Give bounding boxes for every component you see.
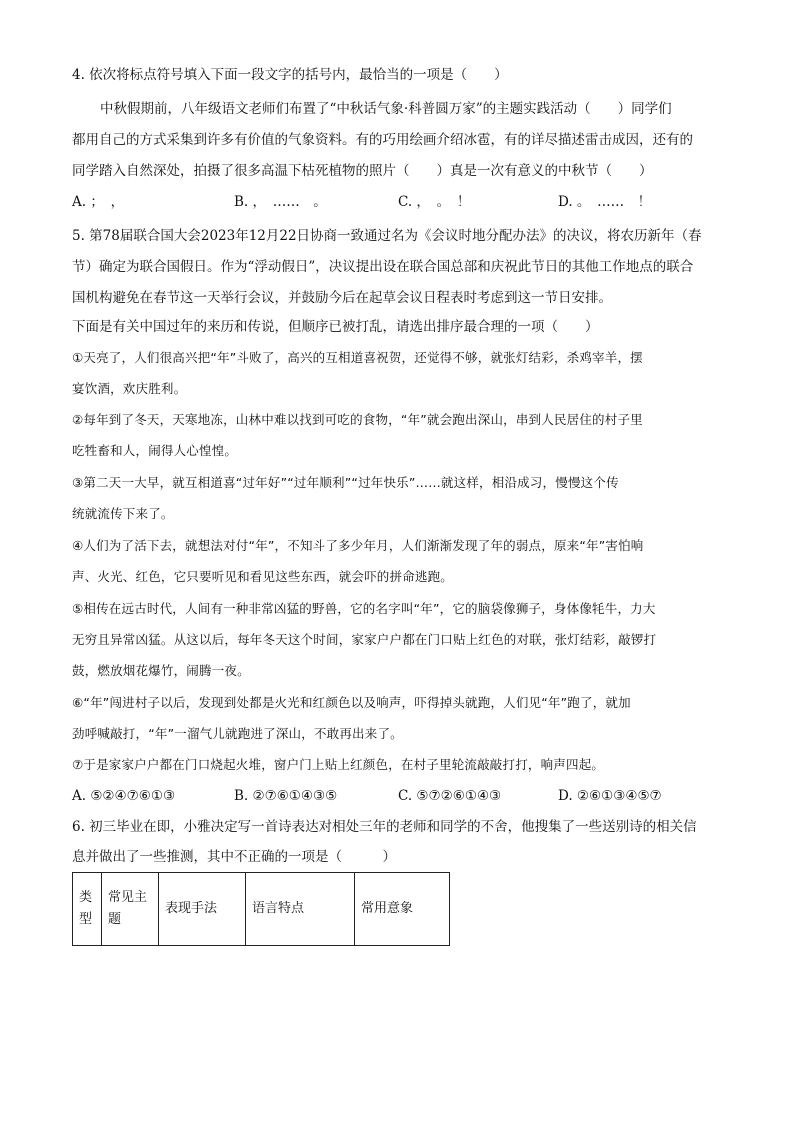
q4-option-d[interactable]: D. 。 …… ！ <box>558 194 652 210</box>
table-header-cell: 常见主题 <box>102 873 159 946</box>
q5-item-line: 宴饮酒，欢庆胜利。 <box>72 381 187 396</box>
q5-item-line: ⑥“年”闯进村子以后，发现到处都是火光和红颜色以及响声，吓得掉头就跑，人们见“年”跑了，就加 <box>72 695 631 710</box>
q5-stem-line: 下面是有关中国过年的来历和传说，但顺序已被打乱，请选出排序最合理的一项（ ） <box>72 319 599 335</box>
q5-item-line: 声、火光、红色，它只要听见和看见这些东西，就会吓的拼命逃跑。 <box>72 569 454 584</box>
q5-item-line: ⑦于是家家户户都在门口烧起火堆，窗户门上贴上红颜色，在村子里轮流敲敲打打，响声四起。 <box>72 757 605 772</box>
q5-item-line: 无穷且异常凶猛。从这以后，每年冬天这个时间，家家户户都在门口贴上红色的对联，张灯结彩，敲锣打 <box>72 632 657 647</box>
q5-item-line: 吃牲畜和人，闹得人心惶惶。 <box>72 443 238 458</box>
q5-item-line: 劲呼喊敲打，“年”一溜气儿就跑进了深山，不敢再出来了。 <box>72 726 403 741</box>
table-header-cell: 常用意象 <box>355 873 450 946</box>
q5-item-line: ⑤相传在远古时代，人间有一种非常凶猛的野兽，它的名字叫“年”，它的脑袋像狮子，身体像牦牛，力大 <box>72 601 656 616</box>
q6-stem-line: 6. 初三毕业在即，小雅决定写一首诗表达对相处三年的老师和同学的不舍，他搜集了一些送别诗的相关信 <box>72 819 697 835</box>
q4-passage-line: 都用自己的方式采集到许多有价值的气象资料。有的巧用绘画介绍冰雹，有的详尽描述雷击成因，还有的 <box>72 132 693 148</box>
q5-item-line: ②每年到了冬天，天寒地冻，山林中难以找到可吃的食物，“年”就会跑出深山，串到人民居住的村子里 <box>72 412 643 427</box>
q6-info-table <box>72 872 450 946</box>
q5-option-b[interactable]: B. ②⑦⑥①④③⑤ <box>234 788 338 804</box>
table-header-cell: 语言特点 <box>246 873 355 946</box>
table-header-cell: 表现手法 <box>159 873 246 946</box>
q4-option-a[interactable]: A. ； ， <box>72 194 125 210</box>
q4-option-c[interactable]: C. ， 。 ！ <box>398 194 471 210</box>
q5-stem-line: 节）确定为联合国假日。作为“浮动假日”，决议提出设在联合国总部和庆祝此节日的其他工作地点的联合 <box>72 259 694 275</box>
q6-stem-line: 息并做出了一些推测，其中不正确的一项是（ ） <box>72 849 396 865</box>
table-header-row <box>73 873 450 946</box>
q4-passage-line: 中秋假期前，八年级语文老师们布置了“中秋话气象·科普圆万家”的主题实践活动（ ）同学们 <box>100 101 672 117</box>
q5-stem-line: 5. 第78届联合国大会2023年12月22日协商一致通过名为《会议时地分配办法》的决议，将农历新年（春 <box>72 228 702 244</box>
q5-item-line: ③第二天一大早，就互相道喜“过年好”“过年顺利”“过年快乐”……就这样，相沿成习，慢慢这个传 <box>72 475 619 490</box>
q5-stem-line: 国机构避免在春节这一天举行会议，并鼓励今后在起草会议日程表时考虑到这一节日安排。 <box>72 290 612 306</box>
q4-stem: 4. 依次将标点符号填入下面一段文字的括号内，最恰当的一项是（ ） <box>72 67 508 83</box>
q5-item-line: 鼓，燃放烟花爆竹，闹腾一夜。 <box>72 663 250 678</box>
table-header-cell: 类型 <box>73 873 102 946</box>
q4-passage-line: 同学踏入自然深处，拍摄了很多高温下枯死植物的照片（ ）真是一次有意义的中秋节（ ） <box>72 163 653 179</box>
q5-item-line: ①天亮了，人们很高兴把“年”斗败了，高兴的互相道喜祝贺，还觉得不够，就张灯结彩，杀鸡宰羊，摆 <box>72 350 643 365</box>
q5-option-c[interactable]: C. ⑤⑦②⑥①④③ <box>398 788 502 804</box>
q5-option-a[interactable]: A. ⑤②④⑦⑥①③ <box>72 788 176 804</box>
q4-option-b[interactable]: B. ， …… 。 <box>234 194 327 210</box>
q5-item-line: ④人们为了活下去，就想法对付“年”，不知斗了多少年月，人们渐渐发现了年的弱点，原来“年”害怕响 <box>72 538 644 553</box>
q5-option-d[interactable]: D. ②⑥①③④⑤⑦ <box>558 788 662 804</box>
q5-item-line: 统就流传下来了。 <box>72 506 174 521</box>
